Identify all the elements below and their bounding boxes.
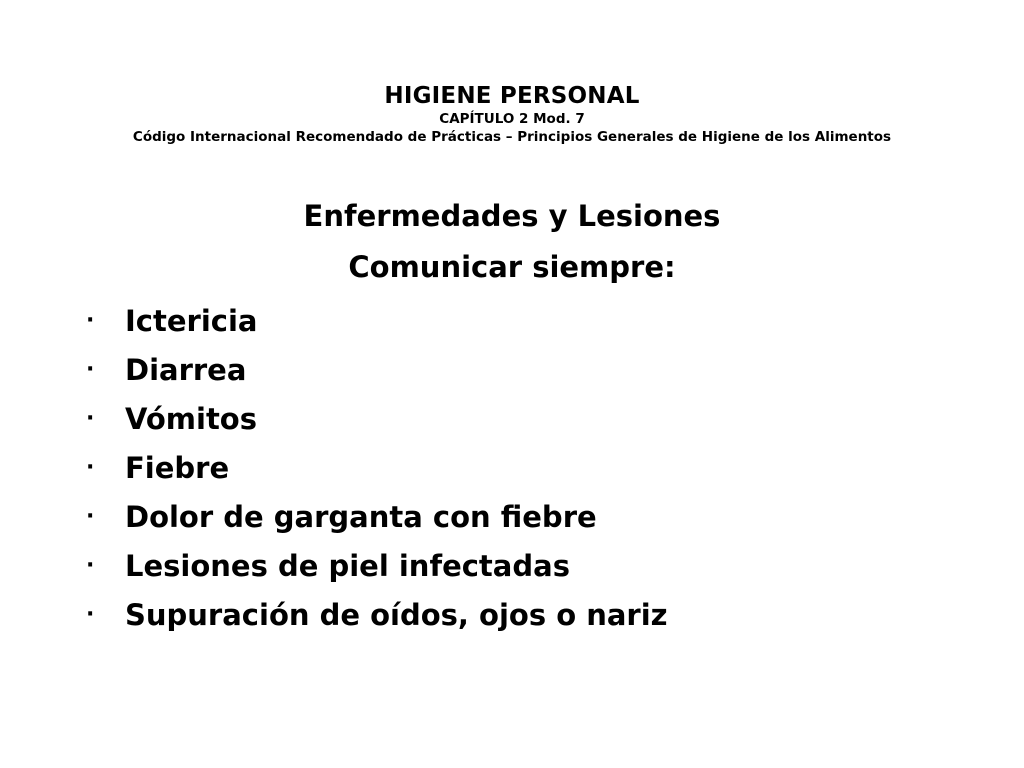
section-subheading: Comunicar siempre: <box>348 250 676 284</box>
section-heading: Enfermedades y Lesiones <box>303 199 721 233</box>
bullet-icon: · <box>86 602 95 627</box>
chapter-label: CAPÍTULO 2 Mod. 7 <box>439 111 585 127</box>
slide-header <box>0 82 1024 146</box>
list-item-text: Fiebre <box>125 450 230 485</box>
list-item <box>86 296 668 345</box>
list-item <box>86 590 668 639</box>
bullet-icon: · <box>86 504 95 529</box>
list-item <box>86 394 668 443</box>
list-item-text: Dolor de garganta con fiebre <box>125 499 597 534</box>
code-subtitle: Código Internacional Recomendado de Prácticas – Principios Generales de Higiene de los Alimentos <box>132 129 892 145</box>
list-item <box>86 541 668 590</box>
list-item-text: Supuración de oídos, ojos o nariz <box>125 597 668 632</box>
bullet-icon: · <box>86 455 95 480</box>
bullet-icon: · <box>86 553 95 578</box>
list-item-text: Lesiones de piel infectadas <box>125 548 570 583</box>
slide-title: HIGIENE PERSONAL <box>384 83 640 109</box>
list-item <box>86 492 668 541</box>
symptom-list <box>86 296 668 639</box>
bullet-icon: · <box>86 406 95 431</box>
list-item <box>86 345 668 394</box>
bullet-icon: · <box>86 308 95 333</box>
list-item-text: Ictericia <box>125 303 258 338</box>
list-item-text: Diarrea <box>125 352 247 387</box>
list-item <box>86 443 668 492</box>
list-item-text: Vómitos <box>125 401 257 436</box>
bullet-icon: · <box>86 357 95 382</box>
